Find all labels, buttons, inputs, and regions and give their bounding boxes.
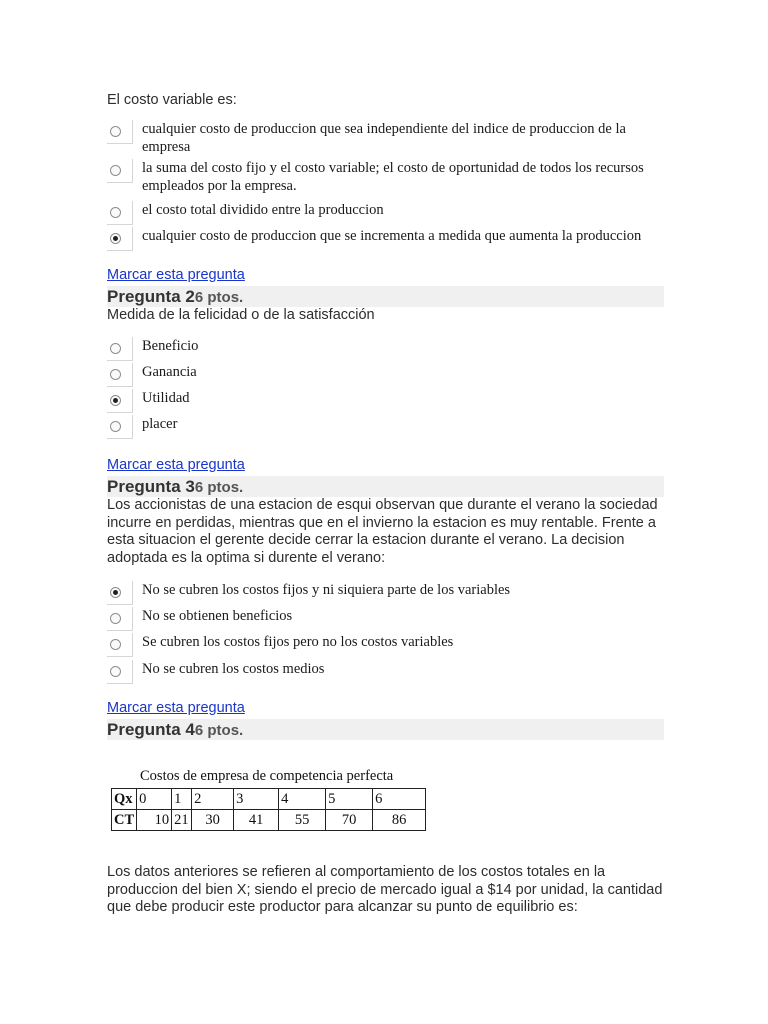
question-number: Pregunta 4 xyxy=(107,720,195,739)
answer-label: Beneficio xyxy=(142,338,199,354)
table-cell: 3 xyxy=(234,789,279,810)
table-cell: 30 xyxy=(192,810,234,831)
answer-label: Utilidad xyxy=(142,390,190,406)
radio-button[interactable] xyxy=(110,639,121,650)
table-cell: CT xyxy=(112,810,137,831)
radio-cell xyxy=(107,120,133,144)
cost-table xyxy=(111,788,426,831)
answer-label: Ganancia xyxy=(142,364,197,380)
radio-button[interactable] xyxy=(110,421,121,432)
table-cell: 0 xyxy=(137,789,172,810)
table-row xyxy=(112,789,426,810)
radio-button-selected[interactable] xyxy=(110,395,121,406)
radio-button-selected[interactable] xyxy=(110,233,121,244)
radio-cell xyxy=(107,389,133,413)
question-2-header xyxy=(107,286,664,307)
flag-question-link[interactable]: Marcar esta pregunta xyxy=(107,457,245,473)
flag-question-link[interactable]: Marcar esta pregunta xyxy=(107,700,245,716)
answer-label: No se obtienen beneficios xyxy=(142,608,293,624)
answer-label: cualquier costo de produccion que sea independiente del indice de produccion de la empresa xyxy=(142,121,626,155)
radio-button[interactable] xyxy=(110,343,121,354)
table-cell: 86 xyxy=(373,810,426,831)
radio-button[interactable] xyxy=(110,666,121,677)
table-cell: 70 xyxy=(326,810,373,831)
radio-button[interactable] xyxy=(110,165,121,176)
answer-label: No se cubren los costos medios xyxy=(142,661,325,677)
question-3-header xyxy=(107,476,664,497)
table-cell: 5 xyxy=(326,789,373,810)
table-row xyxy=(112,810,426,831)
table-cell: 6 xyxy=(373,789,426,810)
flag-question-link[interactable]: Marcar esta pregunta xyxy=(107,267,245,283)
radio-cell xyxy=(107,159,133,183)
table-cell: 4 xyxy=(279,789,326,810)
question-number: Pregunta 2 xyxy=(107,287,195,306)
radio-cell xyxy=(107,633,133,657)
question-title xyxy=(107,286,243,308)
radio-cell xyxy=(107,415,133,439)
question-number: Pregunta 3 xyxy=(107,477,195,496)
radio-button[interactable] xyxy=(110,126,121,137)
radio-button[interactable] xyxy=(110,369,121,380)
radio-button-selected[interactable] xyxy=(110,587,121,598)
question-1-prompt: El costo variable es: xyxy=(107,92,237,108)
answer-label: el costo total dividido entre la produccion xyxy=(142,202,384,218)
radio-cell xyxy=(107,607,133,631)
radio-cell xyxy=(107,660,133,684)
table-cell: 1 xyxy=(172,789,192,810)
radio-cell xyxy=(107,363,133,387)
radio-cell xyxy=(107,581,133,605)
table-cell: 41 xyxy=(234,810,279,831)
radio-cell xyxy=(107,337,133,361)
table-cell: 55 xyxy=(279,810,326,831)
radio-cell xyxy=(107,227,133,251)
table-cell: 10 xyxy=(137,810,172,831)
question-4-header xyxy=(107,719,664,740)
table-caption: Costos de empresa de competencia perfecta xyxy=(140,768,394,784)
answer-label: cualquier costo de produccion que se incrementa a medida que aumenta la produccion xyxy=(142,228,642,244)
question-4-prompt: Los datos anteriores se refieren al comportamiento de los costos totales en la produccion del bien X; siendo el precio de mercado igual a $14 por unidad, la cantidad que debe producir este productor para alcanzar su punto de equilibrio es: xyxy=(107,864,663,915)
answer-label: No se cubren los costos fijos y ni siquiera parte de los variables xyxy=(142,582,511,598)
table-cell: Qx xyxy=(112,789,137,810)
table-cell: 21 xyxy=(172,810,192,831)
answer-label: placer xyxy=(142,416,178,432)
radio-cell xyxy=(107,201,133,225)
question-title xyxy=(107,719,243,741)
question-points: 6 ptos. xyxy=(194,289,244,306)
answer-label: Se cubren los costos fijos pero no los costos variables xyxy=(142,634,454,650)
question-2-prompt: Medida de la felicidad o de la satisfacción xyxy=(107,307,375,323)
radio-button[interactable] xyxy=(110,207,121,218)
answer-label: la suma del costo fijo y el costo variable; el costo de oportunidad de todos los recursos empleados por la empresa. xyxy=(142,160,644,194)
table-cell: 2 xyxy=(192,789,234,810)
question-3-prompt: Los accionistas de una estacion de esqui observan que durante el verano la sociedad incurre en perdidas, mientras que en el invierno la estacion es muy rentable. Frente a esta situacion el gerente decide cerrar la estacion durante el verano. La decision adoptada es la optima si durente el verano: xyxy=(107,497,658,566)
question-title xyxy=(107,476,243,498)
radio-button[interactable] xyxy=(110,613,121,624)
question-points: 6 ptos. xyxy=(194,479,244,496)
question-points: 6 ptos. xyxy=(194,722,244,739)
